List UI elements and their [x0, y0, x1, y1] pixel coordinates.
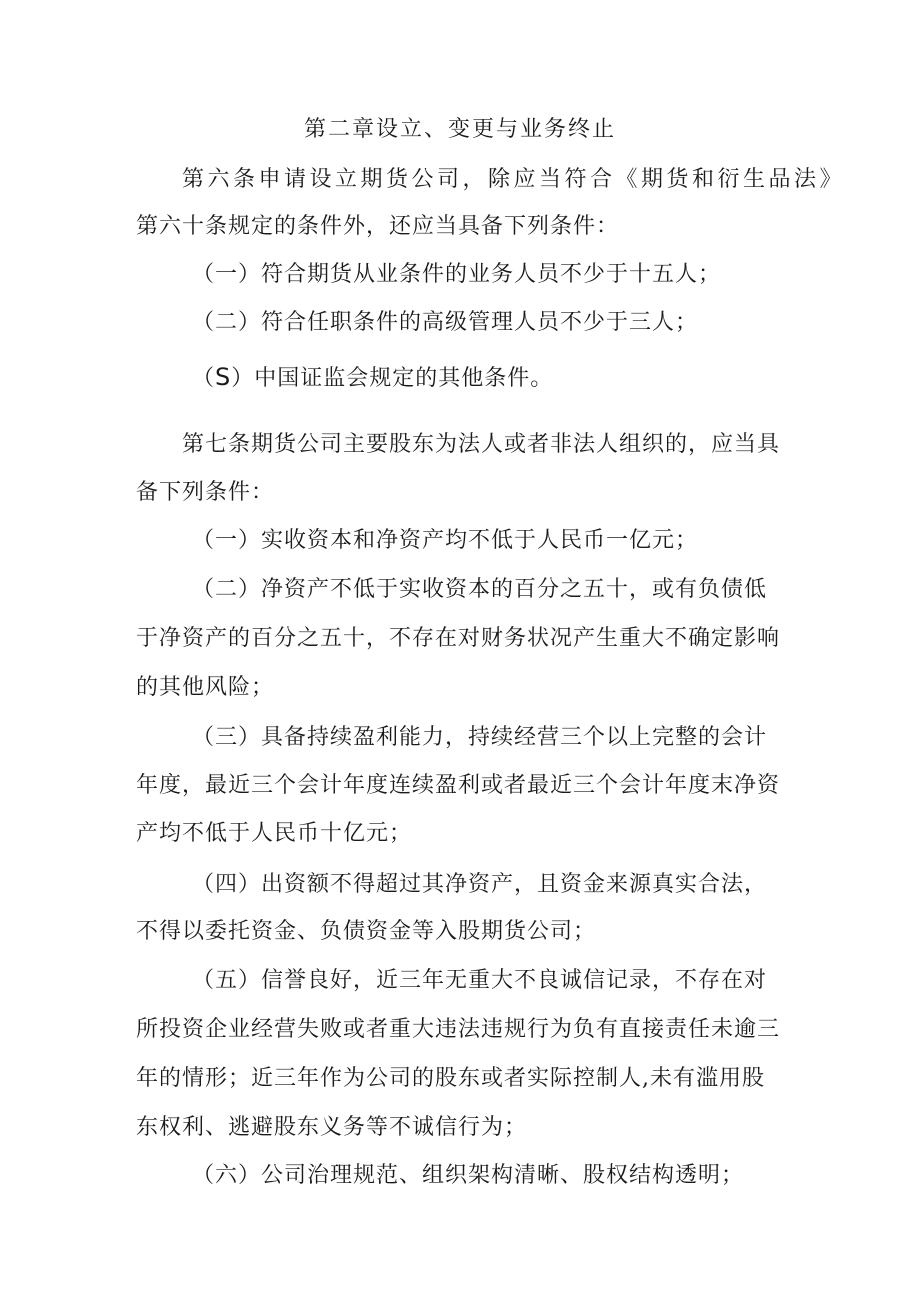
article7-item5-line4: 东权利、逃避股东义务等不诚信行为；: [136, 1115, 528, 1140]
article7-item3-line3: 产均不低于人民币十亿元；: [136, 821, 413, 846]
article6-item1: （一）符合期货从业条件的业务人员不少于十五人；: [192, 262, 722, 287]
article6-item3-prefix: （: [192, 366, 216, 391]
article7-item5-line1: （五）信誉良好，近三年无重大不良诚信记录，不存在对: [192, 968, 768, 993]
article7-line2: 备下列条件：: [136, 480, 275, 505]
article7-item4-line2: 不得以委托资金、负债资金等入股期货公司；: [136, 919, 597, 944]
article7-item5-line3: 年的情形；近三年作为公司的股东或者实际控制人,未有滥用股: [136, 1066, 765, 1091]
article6-line2: 第六十条规定的条件外，还应当具备下列条件：: [136, 214, 620, 239]
article7-item5-line2: 所投资企业经营失败或者重大违法违规行为负有直接责任未逾三: [136, 1017, 781, 1042]
article6-item3-marker: S: [215, 363, 232, 391]
article6-item3-suffix: ）中国证监会规定的其他条件。: [231, 366, 554, 391]
article7-item4-line1: （四）出资额不得超过其净资产，且资金来源真实合法，: [192, 872, 768, 897]
article7-item3-line2: 年度，最近三个会计年度连续盈利或者最近三个会计年度末净资: [136, 773, 781, 798]
article7-item2-line3: 的其他风险；: [136, 675, 275, 700]
article7-item3-line1: （三）具备持续盈利能力，持续经营三个以上完整的会计: [192, 725, 768, 750]
article7-line1: 第七条期货公司主要股东为法人或者非法人组织的，应当具: [182, 432, 781, 457]
article7-item6: （六）公司治理规范、组织架构清晰、股权结构透明；: [192, 1163, 745, 1188]
article7-item1: （一）实收资本和净资产均不低于人民币一亿元；: [192, 528, 699, 553]
article7-item2-line2: 于净资产的百分之五十，不存在对财务状况产生重大不确定影响: [136, 626, 781, 651]
article6-line1: 第六条申请设立期货公司，除应当符合《期货和衍生品法》: [182, 167, 846, 192]
article6-item3: [192, 362, 553, 394]
article7-item2-line1: （二）净资产不低于实收资本的百分之五十，或有负债低: [192, 577, 768, 602]
article6-item2: （二）符合任职条件的高级管理人员不少于三人；: [192, 310, 699, 335]
chapter-title: 第二章设立、变更与业务终止: [303, 117, 616, 142]
